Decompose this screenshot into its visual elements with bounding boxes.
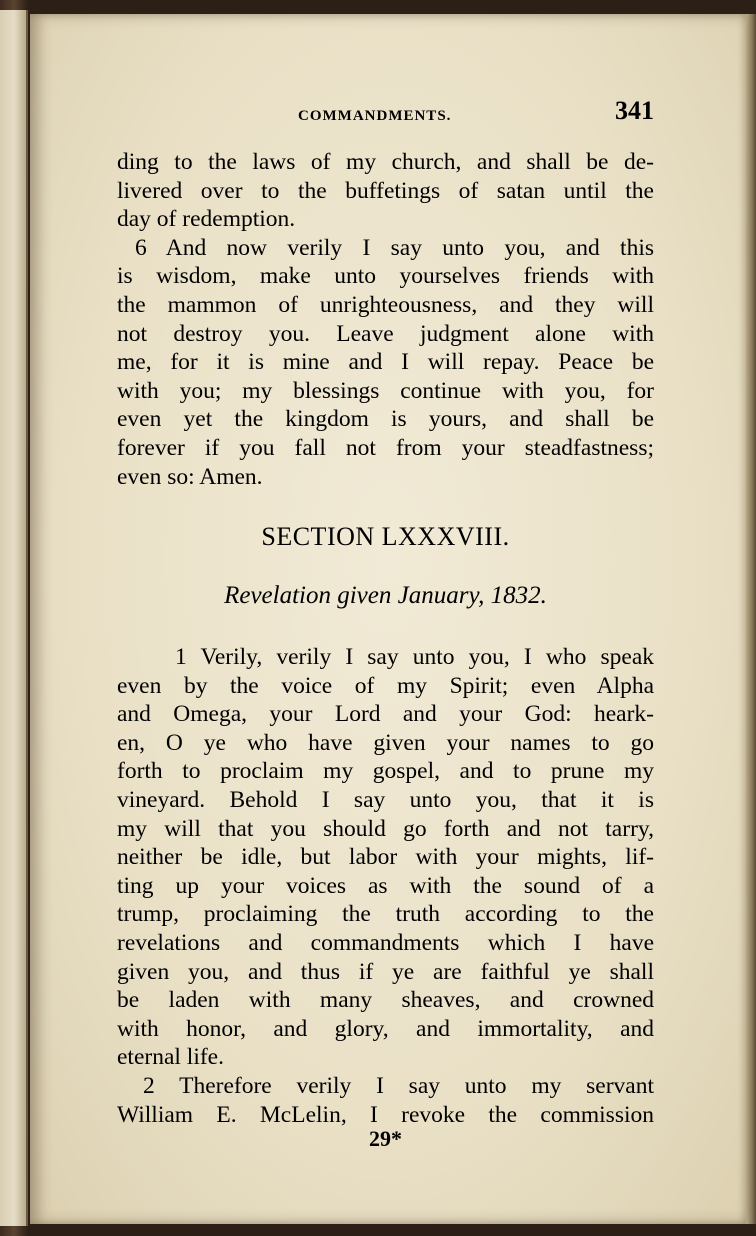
text-line: not destroy you. Leave judgment alone with [117, 320, 654, 347]
text-line: day of redemption. [117, 206, 296, 233]
text-line: is wisdom, make unto yourselves friends with [117, 263, 654, 290]
text-line: forth to proclaim my gospel, and to prune my [117, 758, 654, 785]
page-header [118, 96, 654, 136]
text-line: ting up your voices as with the sound of a [117, 872, 654, 899]
running-head: COMMANDMENTS. [298, 108, 452, 124]
signature-mark: 29* [369, 1126, 402, 1151]
top-passage [117, 148, 654, 491]
text-line: William E. McLelin, I revoke the commission [117, 1101, 654, 1128]
page-fore-edge [746, 14, 756, 1224]
text-line: trump, proclaiming the truth according to the [117, 901, 654, 928]
text-line: livered over to the buffetings of satan until the [117, 177, 654, 204]
text-line: eternal life. [117, 1044, 224, 1071]
text-line: be laden with many sheaves, and crowned [117, 987, 654, 1014]
text-line: 2 Therefore verily I say unto my servant [143, 1072, 654, 1099]
revelation-date-line: Revelation given January, 1832. [224, 582, 547, 609]
text-line: 6 And now verily I say unto you, and this [135, 234, 654, 261]
section-heading: SECTION LXXXVIII. [261, 522, 510, 551]
text-line: and Omega, your Lord and your God: heark- [117, 701, 654, 728]
text-line: even so: Amen. [117, 463, 263, 490]
text-line: neither be idle, but labor with your mights, lif- [117, 844, 654, 871]
text-line: with honor, and glory, and immortality, and [117, 1015, 654, 1042]
text-line: given you, and thus if ye are faithful ye shall [117, 958, 654, 985]
text-line: the mammon of unrighteousness, and they will [117, 291, 654, 318]
text-line: even yet the kingdom is yours, and shall be [117, 406, 654, 433]
text-line: even by the voice of my Spirit; even Alpha [117, 672, 654, 699]
text-line: 1 Verily, verily I say unto you, I who speak [175, 644, 654, 670]
text-line: revelations and commandments which I have [117, 929, 654, 956]
text-line: me, for it is mine and I will repay. Peace be [117, 349, 654, 376]
text-line: my will that you should go forth and not tarry, [117, 815, 654, 842]
main-passage [117, 643, 654, 1129]
text-line: en, O ye who have given your names to go [117, 729, 654, 756]
previous-page-edge [0, 10, 28, 1226]
text-line: vineyard. Behold I say unto you, that it is [117, 786, 654, 813]
text-line: with you; my blessings continue with you, for [117, 377, 654, 404]
text-line: ding to the laws of my church, and shall be de- [117, 149, 654, 175]
page-number: 341 [615, 96, 654, 125]
text-line: forever if you fall not from your steadfastness; [117, 434, 654, 461]
